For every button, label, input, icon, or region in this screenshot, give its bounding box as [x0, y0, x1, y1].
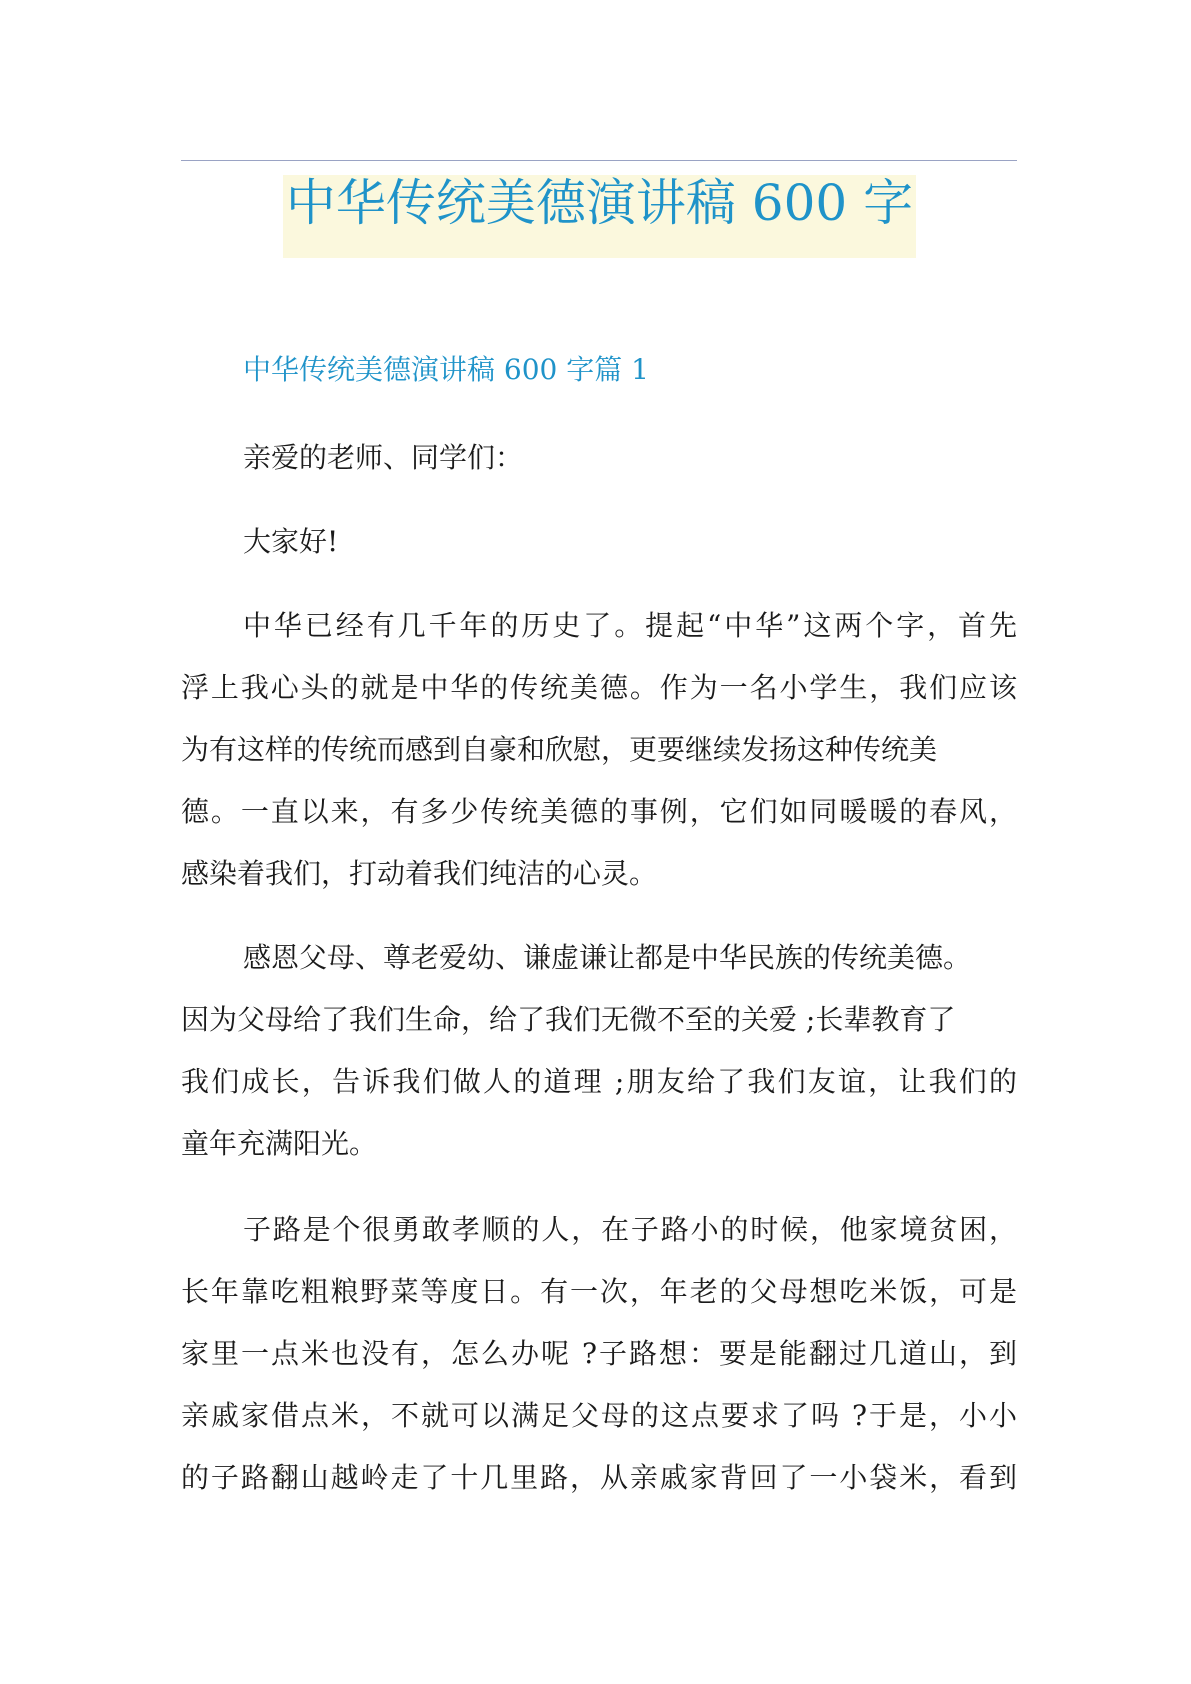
paragraph-line: 子路是个很勇敢孝顺的人，在子路小的时候，他家境贫困，: [243, 1213, 1017, 1246]
paragraph-line: 感恩父母、尊老爱幼、谦虚谦让都是中华民族的传统美德。: [243, 941, 972, 974]
hello-line: 大家好!: [243, 525, 339, 558]
paragraph-line: 感染着我们，打动着我们纯洁的心灵。: [181, 857, 658, 890]
document-title: 中华传统美德演讲稿 600 字: [285, 174, 914, 232]
paragraph-line: 浮上我心头的就是中华的传统美德。作为一名小学生，我们应该: [181, 671, 1017, 704]
paragraph-line: 长年靠吃粗粮野菜等度日。有一次，年老的父母想吃米饭，可是: [181, 1275, 1017, 1308]
paragraph-line: 童年充满阳光。: [181, 1127, 378, 1160]
paragraph-line: 家里一点米也没有，怎么办呢 ?子路想：要是能翻过几道山，到: [181, 1337, 1017, 1370]
paragraph-line: 我们成长，告诉我们做人的道理 ;朋友给了我们友谊，让我们的: [181, 1065, 1017, 1098]
greeting-line: 亲爱的老师、同学们：: [243, 441, 524, 474]
paragraph-line: 因为父母给了我们生命，给了我们无微不至的关爱 ;长辈教育了: [181, 1003, 956, 1036]
paragraph-line: 亲戚家借点米，不就可以满足父母的这点要求了吗 ?于是，小小: [181, 1399, 1017, 1432]
section-heading: 中华传统美德演讲稿 600 字篇 1: [243, 353, 649, 386]
header-rule: [181, 160, 1017, 161]
paragraph-line: 德。一直以来，有多少传统美德的事例，它们如同暖暖的春风，: [181, 795, 1017, 828]
paragraph-line: 的子路翻山越岭走了十几里路，从亲戚家背回了一小袋米，看到: [181, 1461, 1017, 1494]
paragraph-line: 为有这样的传统而感到自豪和欣慰，更要继续发扬这种传统美: [181, 733, 938, 766]
paragraph-line: 中华已经有几千年的历史了。提起“中华”这两个字，首先: [243, 609, 1017, 642]
